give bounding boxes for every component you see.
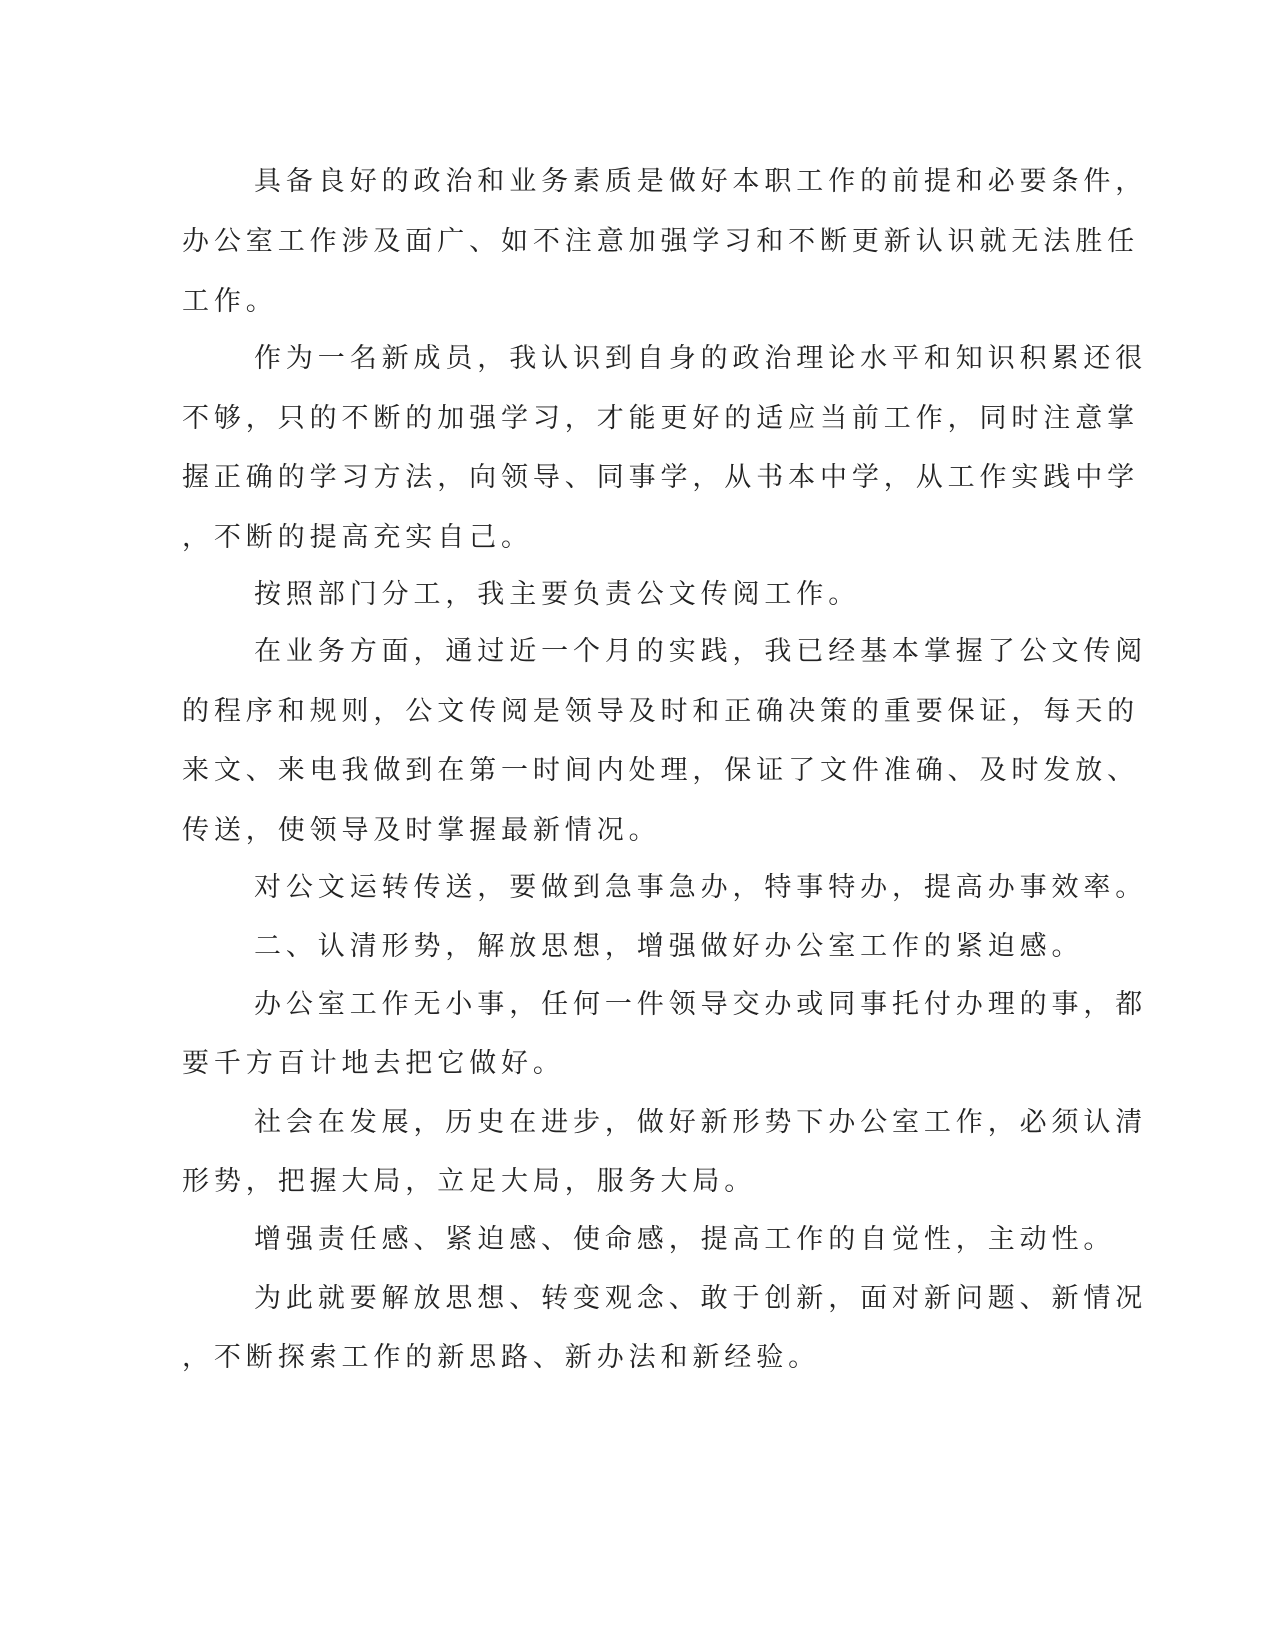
paragraph-line: 要千方百计地去把它做好。 [182, 1048, 565, 1079]
paragraph-line: ，不断的提高充实自己。 [182, 522, 533, 553]
paragraph-line: 作为一名新成员，我认识到自身的政治理论水平和知识积累还很 [254, 343, 1148, 374]
paragraph-line: 增强责任感、紧迫感、使命感，提高工作的自觉性，主动性。 [254, 1224, 1116, 1255]
paragraph-line: 工作。 [182, 286, 278, 317]
paragraph-line: 具备良好的政治和业务素质是做好本职工作的前提和必要条件， [254, 166, 1148, 197]
paragraph-line: 社会在发展，历史在进步，做好新形势下办公室工作，必须认清 [254, 1107, 1148, 1138]
paragraph-line: 办公室工作无小事，任何一件领导交办或同事托付办理的事，都 [254, 989, 1148, 1020]
paragraph-line: 形势，把握大局，立足大局，服务大局。 [182, 1166, 757, 1197]
paragraph-line: 为此就要解放思想、转变观念、敢于创新，面对新问题、新情况 [254, 1283, 1148, 1314]
section-heading: 二、认清形势，解放思想，增强做好办公室工作的紧迫感。 [254, 931, 1084, 962]
paragraph-line: 办公室工作涉及面广、如不注意加强学习和不断更新认识就无法胜任 [182, 226, 1139, 257]
paragraph-line: 不够，只的不断的加强学习，才能更好的适应当前工作，同时注意掌 [182, 403, 1139, 434]
paragraph-line: 的程序和规则，公文传阅是领导及时和正确决策的重要保证，每天的 [182, 696, 1139, 727]
paragraph-line: 来文、来电我做到在第一时间内处理，保证了文件准确、及时发放、 [182, 755, 1139, 786]
paragraph-line: 传送，使领导及时掌握最新情况。 [182, 815, 661, 846]
paragraph-line: 握正确的学习方法，向领导、同事学，从书本中学，从工作实践中学 [182, 462, 1139, 493]
paragraph-line: 对公文运转传送，要做到急事急办，特事特办，提高办事效率。 [254, 872, 1148, 903]
paragraph-line: 在业务方面，通过近一个月的实践，我已经基本掌握了公文传阅 [254, 636, 1148, 667]
paragraph-line: ，不断探索工作的新思路、新办法和新经验。 [182, 1342, 820, 1373]
paragraph-line: 按照部门分工，我主要负责公文传阅工作。 [254, 579, 861, 610]
